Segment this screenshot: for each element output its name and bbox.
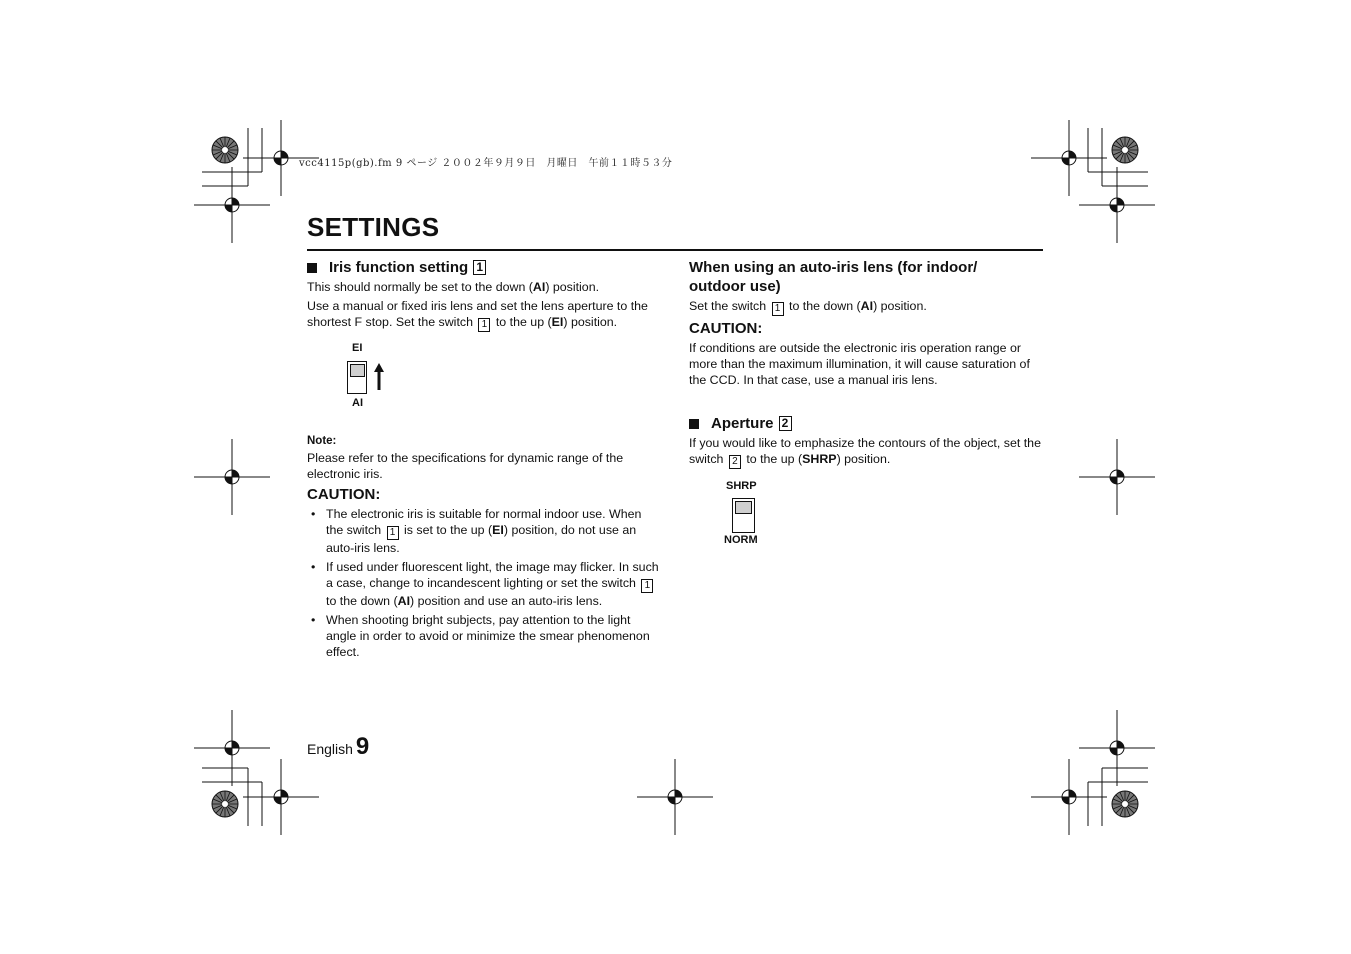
- footer-language: English: [307, 741, 353, 757]
- list-item: • The electronic iris is suitable for normal indoor use. When the switch 1 is set to the up (EI) position, do not use an auto-iris lens.: [307, 506, 662, 556]
- note-label: Note:: [307, 435, 337, 447]
- autoiris-heading: When using an auto-iris lens (for indoor/ outdoor use): [689, 259, 978, 295]
- note-text: Please refer to the specifications for dynamic range of the electronic iris.: [307, 451, 624, 481]
- page-title: SETTINGS: [307, 212, 440, 242]
- aperture-paragraph: If you would like to emphasize the contours of the object, set the switch 2 to the up (SHRP) position.: [689, 436, 1041, 467]
- page-number: 9: [355, 733, 370, 760]
- autoiris-paragraph: Set the switch 1 to the down (AI) position.: [689, 299, 927, 314]
- right-caution-text: If conditions are outside the electronic iris operation range or more than the maximum illumination, it will cause saturation of the CCD. In that case, use a manual iris lens.: [689, 341, 1030, 387]
- switch-top-label: SHRP: [726, 480, 757, 492]
- caution-label: CAUTION:: [307, 486, 381, 503]
- iris-heading-text: Iris function setting: [329, 259, 469, 276]
- iris-paragraph-2: Use a manual or fixed iris lens and set the lens aperture to the shortest F stop. Set the switch 1 to the up (EI) position.: [307, 299, 648, 330]
- list-item: • If used under fluorescent light, the image may flicker. In such a case, change to incandescent lighting or set the switch 1 to the down (AI) position and use an auto-iris lens.: [307, 559, 662, 609]
- aperture-heading-number: 2: [779, 416, 792, 431]
- switch-bottom-label: AI: [352, 397, 363, 409]
- aperture-heading-text: Aperture: [711, 415, 774, 432]
- iris-heading-number: 1: [473, 260, 486, 275]
- right-caution-label: CAUTION:: [689, 320, 763, 337]
- iris-paragraph-1: This should normally be set to the down (AI) position.: [307, 280, 600, 294]
- switch-bottom-label: NORM: [724, 534, 758, 546]
- switch-top-label: EI: [352, 342, 363, 354]
- print-header: vcc4115p(gb).fm 9 ページ ２００２年９月９日 月曜日 午前１１時５３分: [299, 158, 673, 169]
- list-item: • When shooting bright subjects, pay attention to the light angle in order to avoid or minimize the smear phenomenon effect.: [307, 612, 662, 660]
